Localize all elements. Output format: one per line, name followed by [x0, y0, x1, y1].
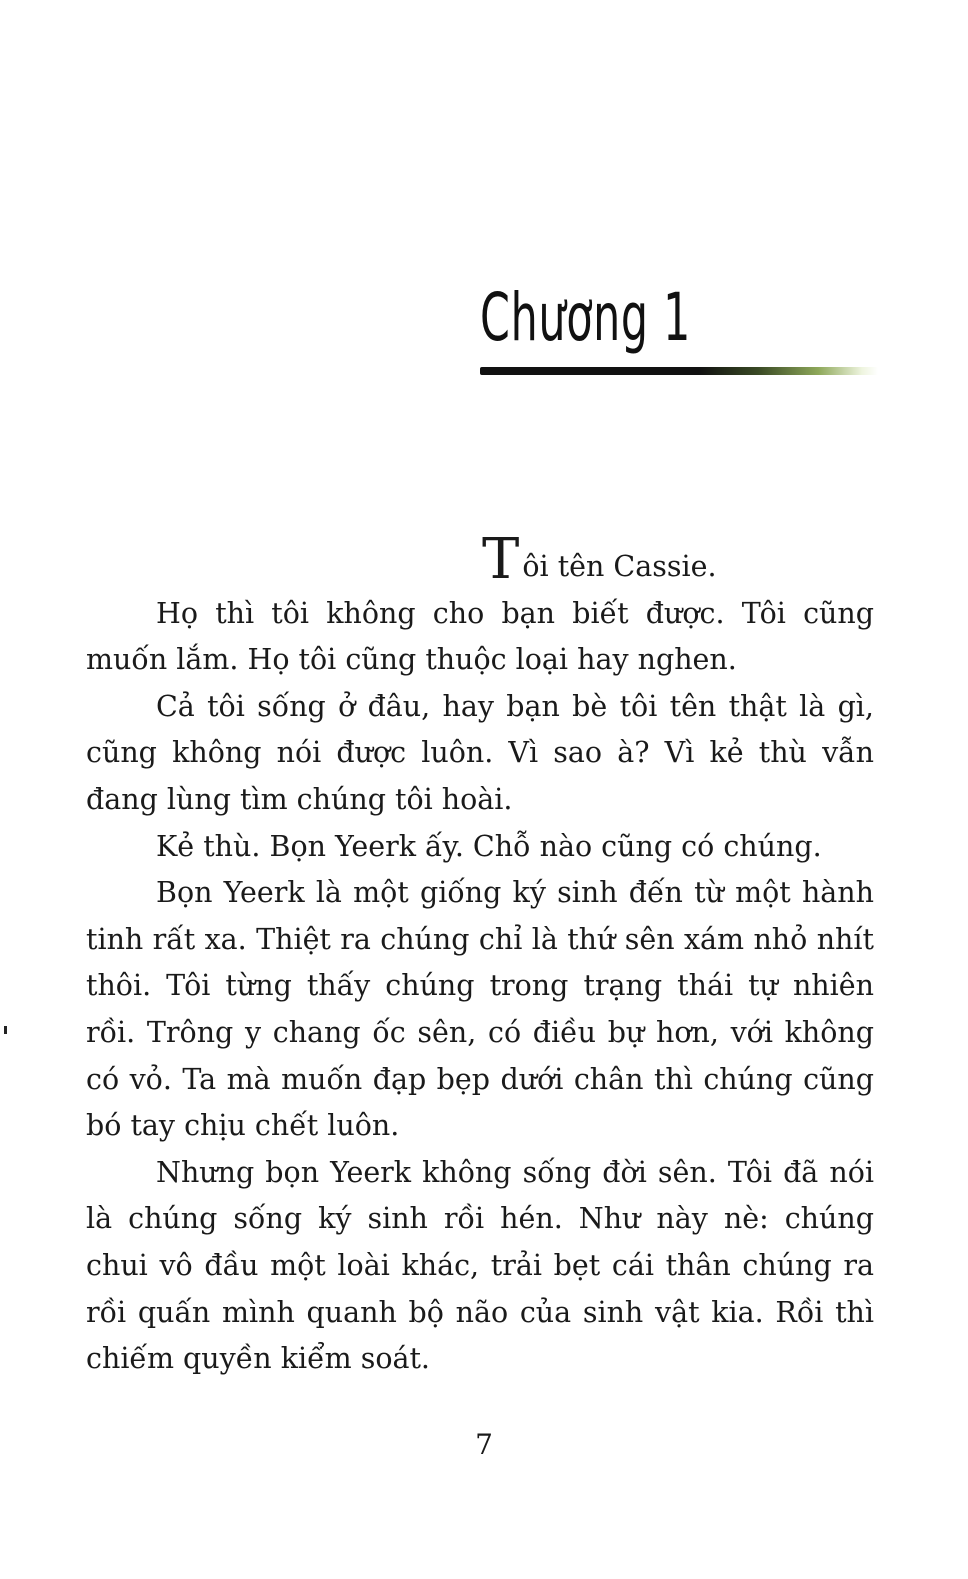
opening-line-text: ôi tên Cassie. — [522, 550, 717, 583]
chapter-title-underline — [480, 367, 878, 375]
chapter-body — [86, 527, 874, 1383]
page-number: 7 — [475, 1428, 493, 1461]
paragraph: Kẻ thù. Bọn Yeerk ấy. Chỗ nào cũng có chúng. — [156, 829, 822, 863]
opening-paragraph — [86, 527, 874, 592]
drop-cap: T — [482, 527, 520, 592]
paragraph: Bọn Yeerk là một giống ký sinh đến từ một hành tinh rất xa. Thiệt ra chúng chỉ là thứ sên xám nhỏ nhít thôi. Tôi từng thấy chúng trong trạng thái tự nhiên rồi. Trông y chang ốc sên, có điều bự hơn, với không có vỏ. Ta mà muốn đạp bẹp dưới chân thì chúng cũng bó tay chịu chết luôn. — [86, 876, 874, 1143]
paragraph: Họ thì tôi không cho bạn biết được. Tôi cũng muốn lắm. Họ tôi cũng thuộc loại hay nghen. — [86, 596, 874, 677]
paragraph: Cả tôi sống ở đâu, hay bạn bè tôi tên thật là gì, cũng không nói được luôn. Vì sao à? Vì kẻ thù vẫn đang lùng tìm chúng tôi hoài. — [86, 689, 874, 816]
paragraph: Nhưng bọn Yeerk không sống đời sên. Tôi đã nói là chúng sống ký sinh rồi hén. Như này nè: chúng chui vô đầu một loài khác, trải bẹt cái thân chúng ra rồi quấn mình quanh bộ não của sinh vật kia. Rồi thì chiếm quyền kiểm soát. — [86, 1155, 874, 1376]
chapter-title: Chương 1 — [480, 279, 691, 356]
page-edge-mark — [4, 1026, 7, 1034]
